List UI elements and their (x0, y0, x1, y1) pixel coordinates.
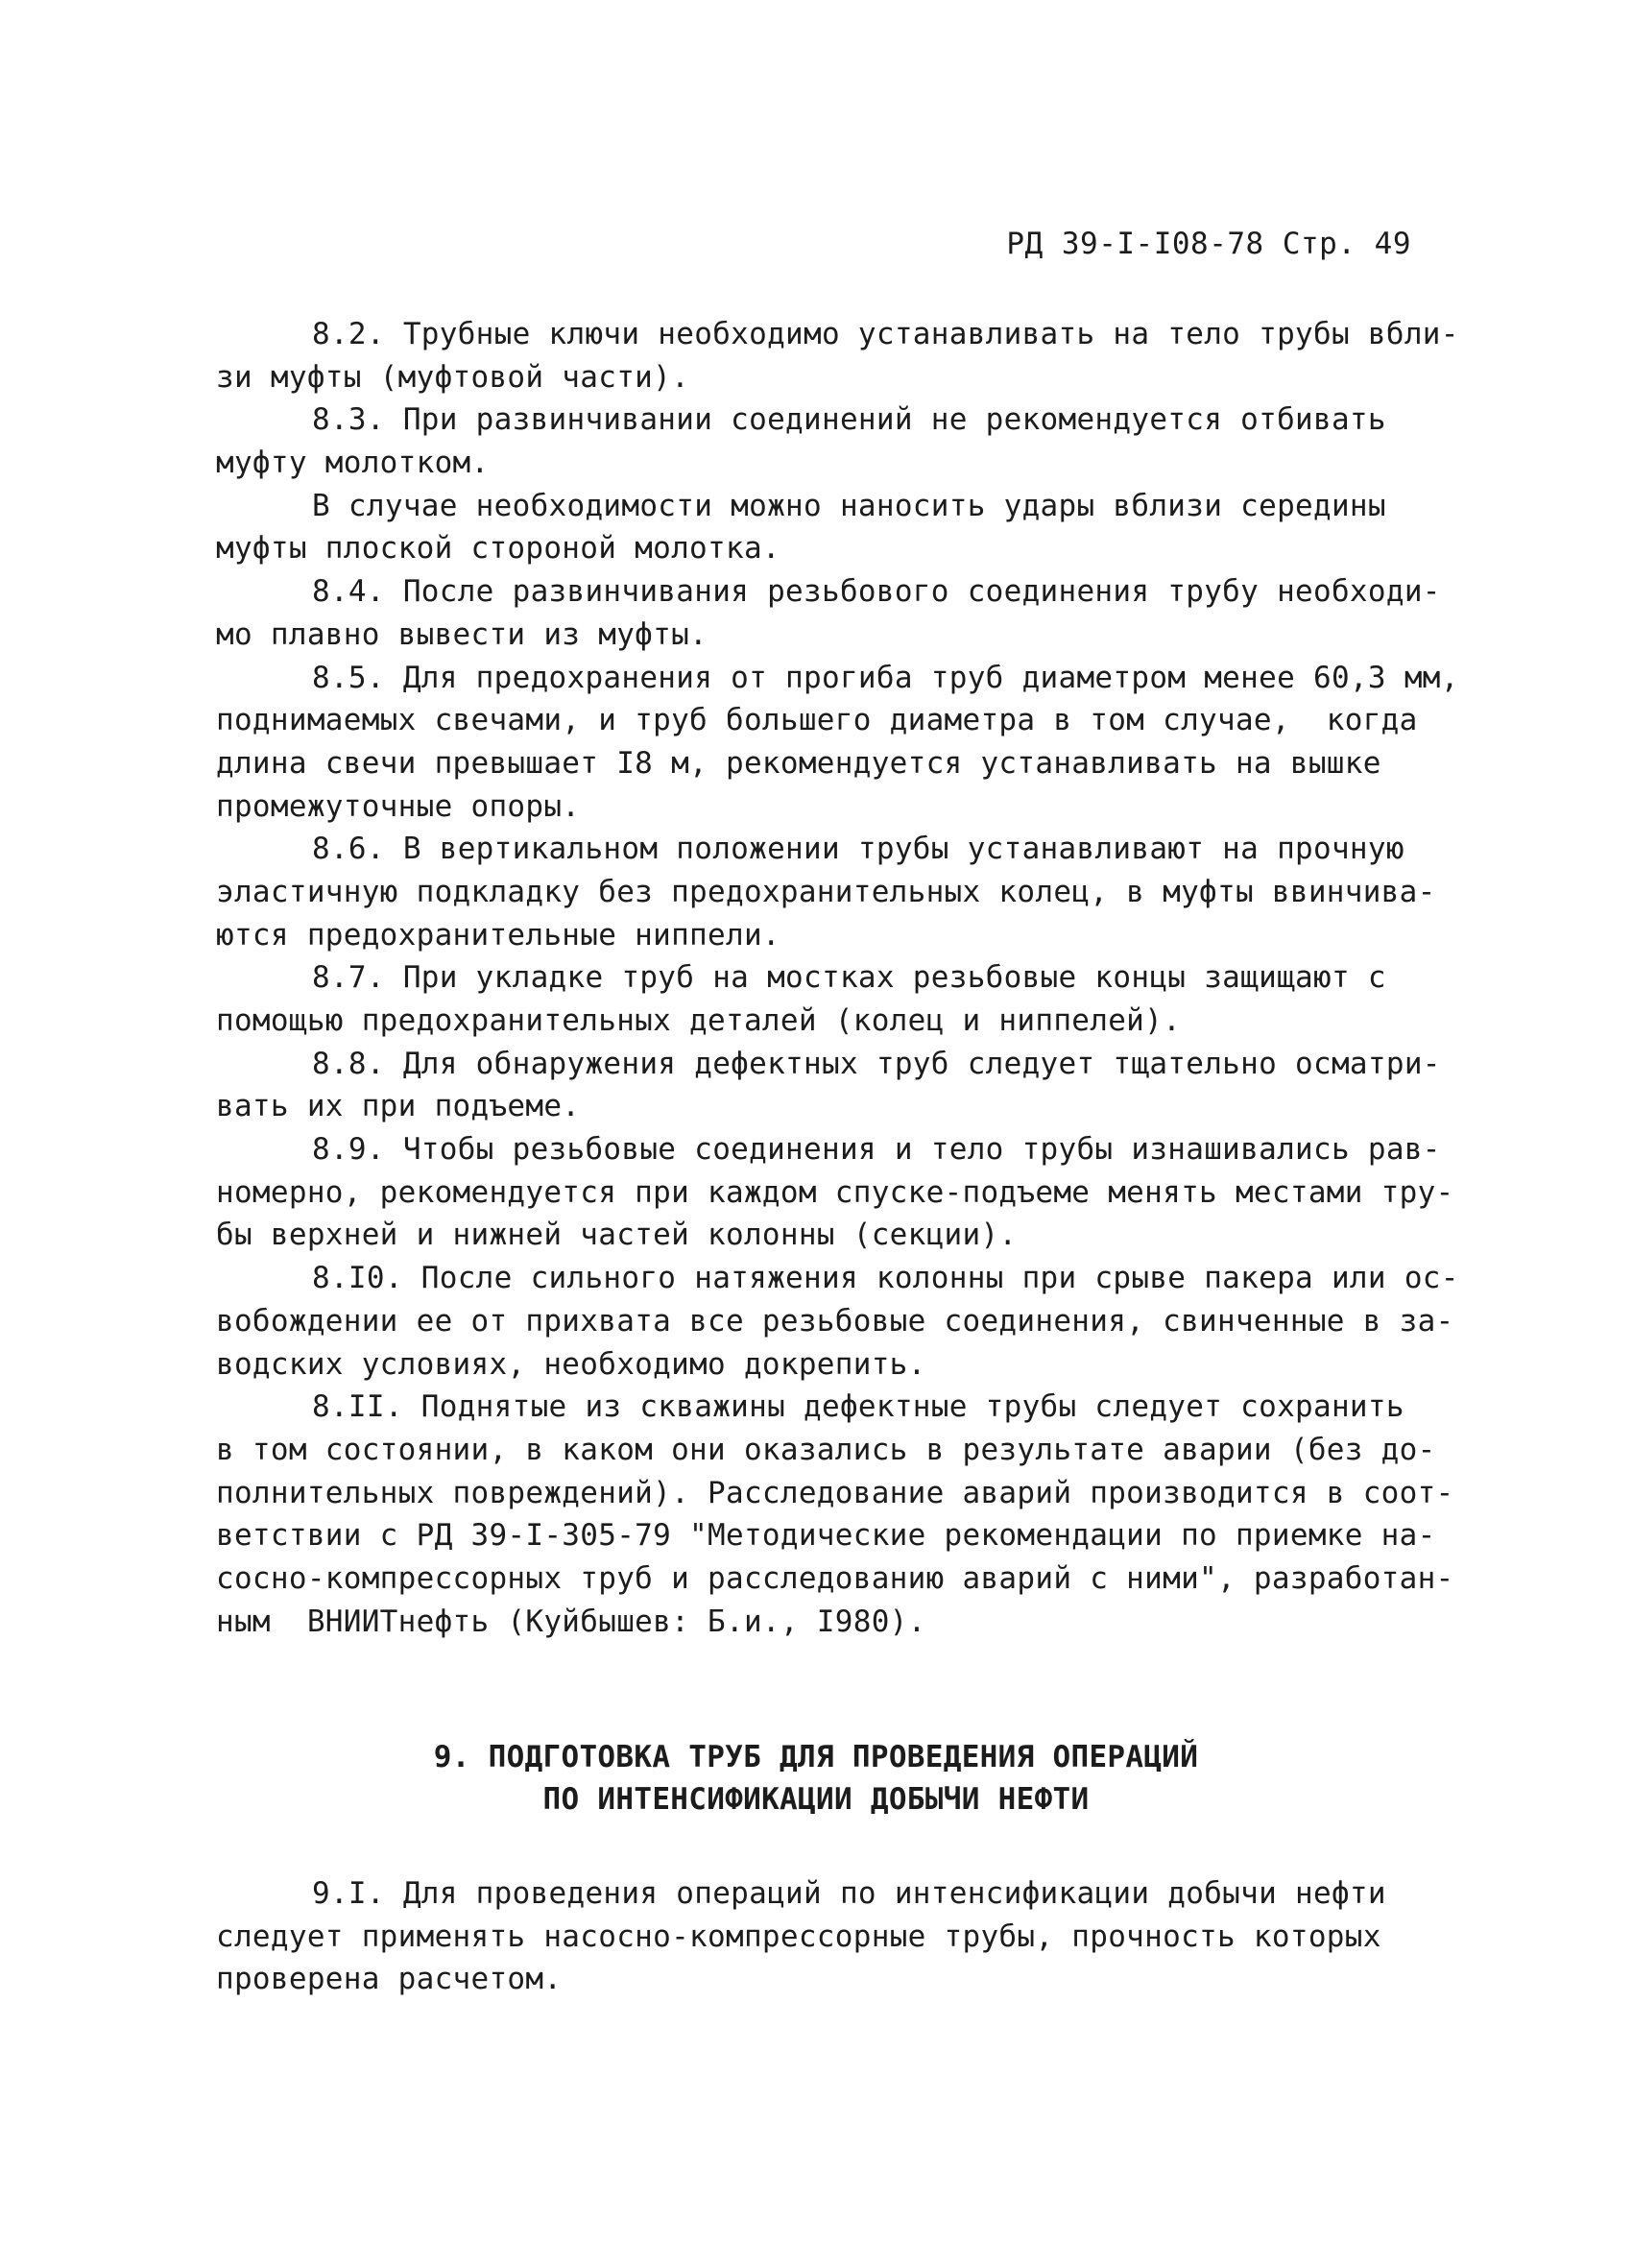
text-line: В случае необходимости можно наносить удары вблизи середины (312, 488, 1386, 523)
text-line: помощью предохранительных деталей (колец и ниппелей). (216, 1003, 1182, 1038)
text-line: 8.5. Для предохранения от прогиба труб диаметром менее 60,3 мм, (312, 660, 1459, 695)
text-line: 8.2. Трубные ключи необходимо устанавливать на тело трубы вбли- (312, 317, 1459, 351)
text-line: 8.9. Чтобы резьбовые соединения и тело трубы изнашивались рав- (312, 1132, 1441, 1168)
paragraph-8-10 (216, 1257, 1459, 1386)
paragraph-8-8 (216, 1043, 1441, 1128)
text-line: водских условиях, необходимо докрепить. (216, 1346, 926, 1382)
text-line: номерно, рекомендуется при каждом спуске-подъеме менять местами тру- (216, 1174, 1454, 1210)
paragraph-8-2 (216, 313, 1459, 398)
text-line: ным ВНИИТнефть (Куйбышев: Б.и., I980). (216, 1604, 926, 1639)
section-8-body (216, 313, 1459, 1643)
text-line: 8.7. При укладке труб на мостках резьбовые концы защищают с (312, 960, 1386, 996)
text-line: сосно-компрессорных труб и расследованию аварий с ними", разработан- (216, 1560, 1454, 1596)
paragraph-8-6 (216, 828, 1435, 956)
paragraph-8-4 (216, 570, 1441, 656)
text-line: 8.6. В вертикальном положении трубы устанавливают на прочную (312, 832, 1404, 867)
text-line: вобождении ее от прихвата все резьбовые соединения, свинченные в за- (216, 1303, 1454, 1339)
text-line: эластичную подкладку без предохранительных колец, в муфты ввинчива- (216, 874, 1436, 909)
text-line: 8.3. При развинчивании соединений не рекомендуется отбивать (312, 402, 1386, 438)
text-line: промежуточные опоры. (216, 788, 581, 824)
section-9-heading (0, 1736, 1632, 1821)
paragraph-9-1 (216, 1872, 1435, 2001)
text-line: 8.8. Для обнаружения дефектных труб следует тщательно осматри- (312, 1046, 1441, 1081)
paragraph-8-3 (216, 398, 1435, 484)
paragraph-8-9 (216, 1128, 1454, 1257)
paragraph-8-5 (216, 657, 1459, 829)
text-line: 8.I0. После сильного натяжения колонны при срыве пакера или ос- (312, 1261, 1459, 1296)
text-line: муфту молотком. (216, 446, 490, 481)
section-9-body (216, 1872, 1435, 2001)
paragraph-8-3-note (216, 485, 1435, 570)
text-line: поднимаемых свечами, и труб большего диаметра в том случае, когда (216, 703, 1418, 738)
text-line: ветствии с РД 39-I-305-79 "Методические рекомендации по приемке на- (216, 1518, 1436, 1554)
text-line: зи муфты (муфтовой части). (216, 359, 690, 395)
text-line: бы верхней и нижней частей колонны (секции). (216, 1218, 1018, 1253)
paragraph-8-11 (216, 1386, 1454, 1643)
text-line: 8.4. После развинчивания резьбового соединения трубу необходи- (312, 574, 1441, 610)
text-line: 8.II. Поднятые из скважины дефектные трубы следует сохранить (312, 1389, 1404, 1425)
page-header: РД 39-I-I08-78 Стр. 49 (1006, 227, 1411, 261)
text-line: в том состоянии, в каком они оказались в результате аварии (без до- (216, 1432, 1436, 1467)
text-line: муфты плоской стороной молотка. (216, 531, 780, 567)
section-title-line: 9. ПОДГОТОВКА ТРУБ ДЛЯ ПРОВЕДЕНИЯ ОПЕРАЦИЙ (433, 1740, 1199, 1774)
text-line: 9.I. Для проведения операций по интенсификации добычи нефти (312, 1876, 1386, 1911)
text-line: полнительных повреждений). Расследование аварий производится в соот- (216, 1475, 1454, 1510)
text-line: ются предохранительные ниппели. (216, 917, 780, 953)
text-line: следует применять насосно-компрессорные трубы, прочность которых (216, 1918, 1381, 1954)
paragraph-8-7 (216, 956, 1435, 1042)
text-line: вать их при подъеме. (216, 1089, 581, 1124)
section-title-line: ПО ИНТЕНСИФИКАЦИИ ДОБЫЧИ НЕФТИ (542, 1782, 1090, 1817)
text-line: мо плавно вывести из муфты. (216, 616, 708, 652)
text-line: длина свечи превышает I8 м, рекомендуется устанавливать на вышке (216, 745, 1381, 781)
text-line: проверена расчетом. (216, 1962, 563, 1997)
